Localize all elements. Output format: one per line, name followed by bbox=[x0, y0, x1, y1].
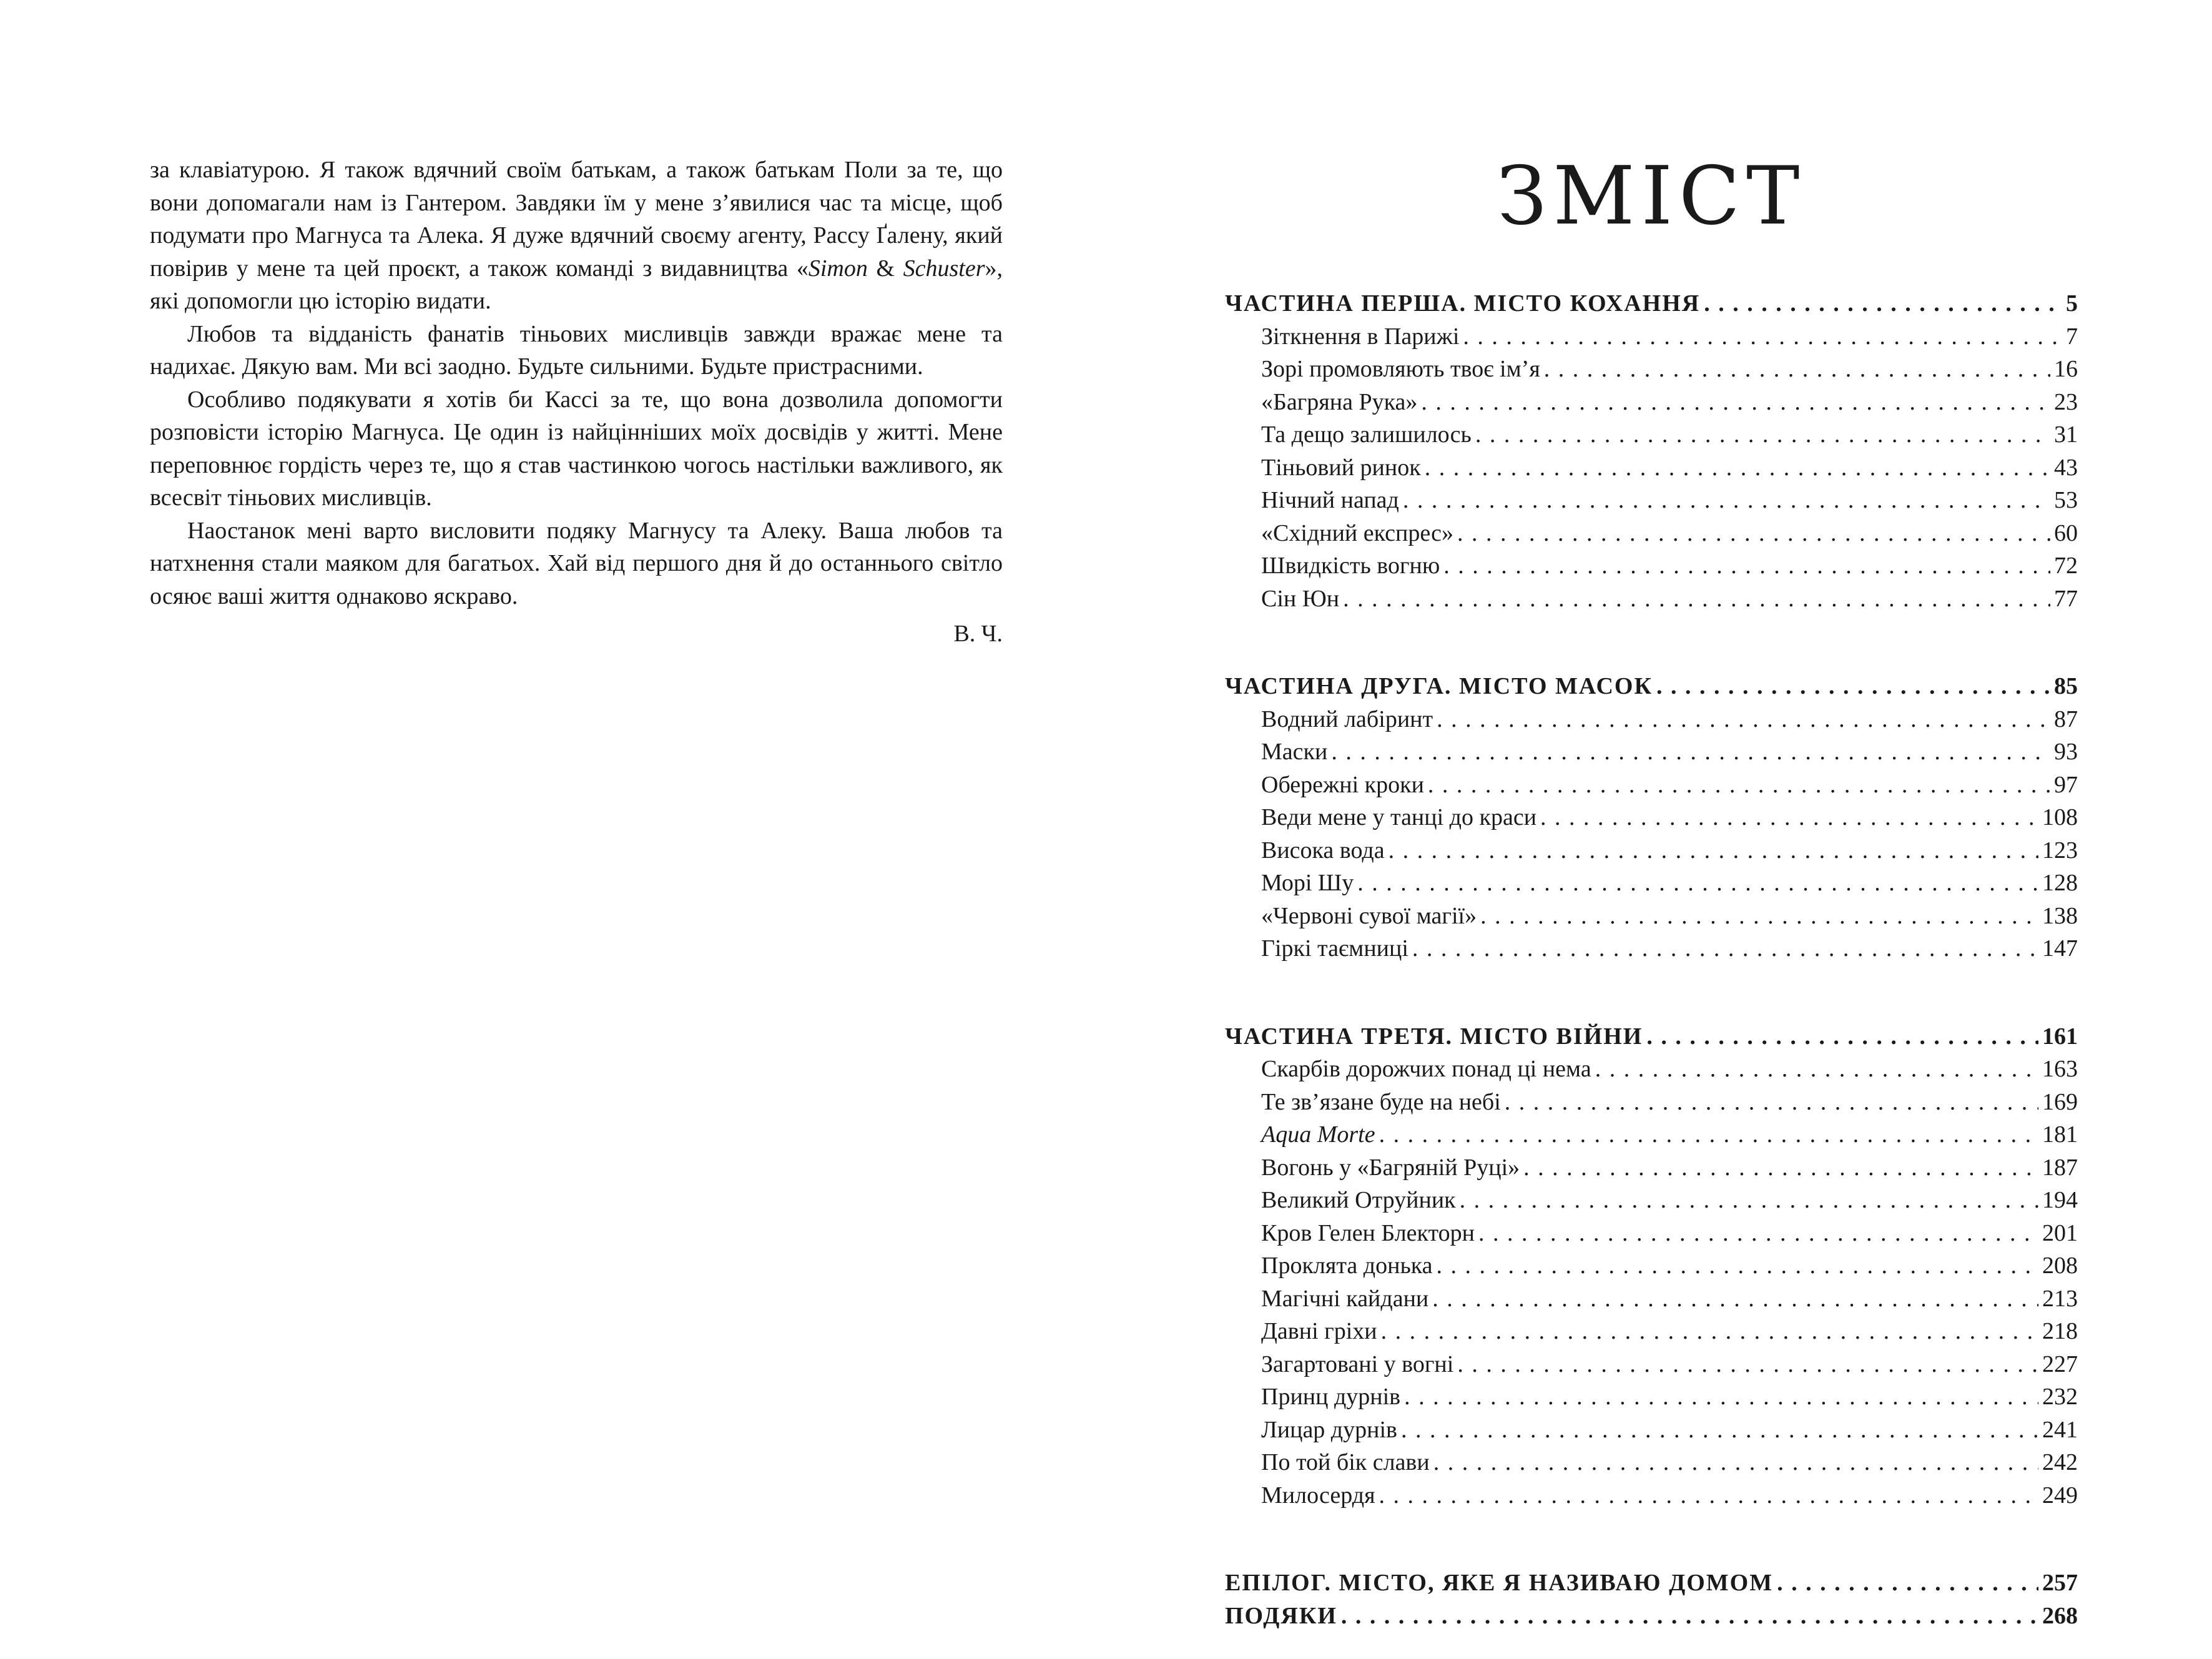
toc-page-number: 72 bbox=[2054, 553, 2078, 579]
toc-entry-label: Нічний напад bbox=[1261, 487, 1399, 513]
toc-entry-label: Кров Гелен Блекторн bbox=[1261, 1219, 1475, 1246]
toc-entry-label: Обережні кроки bbox=[1261, 771, 1424, 798]
dot-leader bbox=[1401, 1414, 2038, 1447]
toc-entry-label: Зорі промовляють твоє ім’я bbox=[1261, 356, 1540, 382]
toc-chapter-entry[interactable] bbox=[1225, 834, 2078, 867]
toc-entry-label: Водний лабіринт bbox=[1261, 706, 1433, 732]
dot-leader bbox=[1403, 484, 2050, 517]
dot-leader bbox=[1433, 1446, 2038, 1479]
dot-leader bbox=[1379, 1118, 2038, 1151]
toc-page-number: 138 bbox=[2042, 902, 2078, 929]
dot-leader bbox=[1381, 1315, 2038, 1348]
toc-page-number: 60 bbox=[2054, 519, 2078, 546]
toc-entry-label: Те зв’язане буде на небі bbox=[1261, 1088, 1501, 1115]
dot-leader bbox=[1704, 287, 2062, 320]
toc-chapter-entry[interactable] bbox=[1225, 736, 2078, 769]
toc-entry-label: «Багряна Рука» bbox=[1261, 388, 1418, 415]
toc-entry-label: ЧАСТИНА ПЕРША. МІСТО КОХАННЯ bbox=[1225, 290, 1701, 317]
dot-leader bbox=[1421, 386, 2050, 419]
dot-leader bbox=[1595, 1053, 2038, 1086]
dot-leader bbox=[1475, 418, 2050, 451]
toc-entry-label: Швидкість вогню bbox=[1261, 553, 1440, 579]
dot-leader bbox=[1331, 736, 2050, 769]
toc-entry-label: Гіркі таємниці bbox=[1261, 935, 1408, 962]
toc-entry-label: ЧАСТИНА ТРЕТЯ. МІСТО ВІЙНИ bbox=[1225, 1023, 1643, 1050]
dot-leader bbox=[1443, 549, 2050, 583]
dot-leader bbox=[1379, 1479, 2038, 1512]
toc-part bbox=[1225, 1020, 2078, 1512]
toc-chapter-entry[interactable] bbox=[1225, 769, 2078, 802]
toc-entry-label: Маски bbox=[1261, 739, 1328, 765]
toc-chapter-entry[interactable] bbox=[1225, 801, 2078, 834]
dot-leader bbox=[1457, 517, 2050, 550]
toc-entry-label: Лицар дурнів bbox=[1261, 1416, 1397, 1443]
toc-chapter-entry[interactable] bbox=[1225, 386, 2078, 419]
dot-leader bbox=[1505, 1086, 2038, 1119]
dot-leader bbox=[1646, 1020, 2038, 1053]
toc-chapter-entry[interactable] bbox=[1225, 1053, 2078, 1086]
toc-entry-label: Морі Шу bbox=[1261, 870, 1354, 896]
toc-part bbox=[1225, 670, 2078, 965]
dot-leader bbox=[1777, 1567, 2038, 1600]
toc-page-number: 163 bbox=[2042, 1056, 2078, 1082]
dot-leader bbox=[1540, 801, 2038, 834]
toc-entry-label: Великий Отруйник bbox=[1261, 1187, 1456, 1213]
toc-page-number: 181 bbox=[2042, 1121, 2078, 1148]
toc-chapter-entry[interactable] bbox=[1225, 1282, 2078, 1316]
toc-chapter-entry[interactable] bbox=[1225, 1118, 2078, 1151]
toc-page-number: 257 bbox=[2042, 1570, 2078, 1596]
dot-leader bbox=[1425, 451, 2050, 485]
text-run: & bbox=[867, 255, 903, 282]
toc-page-number: 169 bbox=[2042, 1088, 2078, 1115]
toc-page-number: 108 bbox=[2042, 804, 2078, 830]
toc-part-heading[interactable] bbox=[1225, 287, 2078, 320]
toc-page-number: 16 bbox=[2054, 356, 2078, 382]
toc-entry-label: ЕПІЛОГ. МІСТО, ЯКЕ Я НАЗИВАЮ ДОМОМ bbox=[1225, 1570, 1774, 1596]
toc-page-number: 5 bbox=[2066, 290, 2078, 317]
text-run: Наостанок мені варто висловити подяку Магнусу та Алеку. Ваша любов та натхнення стали маяком для багатьох. Хай від першого дня й до останнього світло осяює ваші життя однаково яскраво. bbox=[150, 517, 1003, 609]
toc-entry-label: Та дещо залишилось bbox=[1261, 421, 1472, 448]
dot-leader bbox=[1460, 1184, 2038, 1217]
text-run: за клавіатурою. Я також вдячний своїм батькам, а також батькам Поли за те, що вони допомагали нам із Гантером. Завдяки їм у мене з’явилися час та місце, щоб подумати про Магнуса та Алека. Я дуже вдячний своєму агенту, Рассу Ґалену, який повірив у мене та цей проєкт, а також команді з видавництва « bbox=[150, 157, 1003, 282]
toc-part-heading[interactable] bbox=[1225, 1600, 2078, 1633]
toc-title: ЗМІСТ bbox=[1497, 150, 1806, 243]
toc-chapter-entry[interactable] bbox=[1225, 703, 2078, 736]
toc-entry-label: Магічні кайдани bbox=[1261, 1285, 1429, 1312]
toc-chapter-entry[interactable] bbox=[1225, 1184, 2078, 1217]
toc-entry-label: Вогонь у «Багряній Руці» bbox=[1261, 1154, 1520, 1181]
toc-entry-label: Загартовані у вогні bbox=[1261, 1351, 1454, 1377]
dot-leader bbox=[1357, 867, 2038, 900]
toc-chapter-entry[interactable] bbox=[1225, 1315, 2078, 1348]
toc-chapter-entry[interactable] bbox=[1225, 1086, 2078, 1119]
toc-page-number: 53 bbox=[2054, 487, 2078, 513]
toc-chapter-entry[interactable] bbox=[1225, 451, 2078, 485]
toc-chapter-entry[interactable] bbox=[1225, 1414, 2078, 1447]
toc-part bbox=[1225, 1567, 2078, 1600]
dot-leader bbox=[1480, 900, 2038, 933]
toc-chapter-entry[interactable] bbox=[1225, 1249, 2078, 1282]
toc-page-number: 31 bbox=[2054, 421, 2078, 448]
toc-page-number: 7 bbox=[2066, 323, 2078, 350]
toc-chapter-entry[interactable] bbox=[1225, 1151, 2078, 1184]
toc-entry-label: Висока вода bbox=[1261, 837, 1385, 864]
text-run: Любов та відданість фанатів тіньових мисливців завжди вражає мене та надихає. Дякую вам. Ми всі заодно. Будьте сильними. Будьте пристрасними. bbox=[150, 320, 1003, 380]
dot-leader bbox=[1457, 1348, 2038, 1381]
toc-page-number: 23 bbox=[2054, 388, 2078, 415]
toc-chapter-entry[interactable] bbox=[1225, 1348, 2078, 1381]
toc-entry-label: Aqua Morte bbox=[1261, 1121, 1375, 1148]
toc-chapter-entry[interactable] bbox=[1225, 1479, 2078, 1512]
toc-part-heading[interactable] bbox=[1225, 670, 2078, 703]
dot-leader bbox=[1404, 1381, 2038, 1414]
toc-page-number: 218 bbox=[2042, 1318, 2078, 1344]
toc-chapter-entry[interactable] bbox=[1225, 418, 2078, 451]
toc-entry-label: Зіткнення в Парижі bbox=[1261, 323, 1460, 350]
toc-part-heading[interactable] bbox=[1225, 1567, 2078, 1600]
toc-entry-label: Тіньовий ринок bbox=[1261, 454, 1421, 481]
toc-chapter-entry[interactable] bbox=[1225, 549, 2078, 583]
toc-chapter-entry[interactable] bbox=[1225, 484, 2078, 517]
toc-chapter-entry[interactable] bbox=[1225, 867, 2078, 900]
toc-parts bbox=[1225, 287, 2078, 1632]
toc-chapter-entry[interactable] bbox=[1225, 1446, 2078, 1479]
dot-leader bbox=[1412, 932, 2038, 965]
dot-leader bbox=[1523, 1151, 2038, 1184]
toc-page-number: 85 bbox=[2054, 673, 2078, 699]
toc-page-number: 97 bbox=[2054, 771, 2078, 798]
toc-part bbox=[1225, 1600, 2078, 1633]
author-signature: В. Ч. bbox=[953, 621, 1003, 647]
toc-page-number: 77 bbox=[2054, 585, 2078, 612]
toc-entry-label: Скарбів дорожчих понад ці нема bbox=[1261, 1056, 1591, 1082]
toc-page-number: 232 bbox=[2042, 1384, 2078, 1410]
paragraph bbox=[150, 383, 1003, 514]
toc-chapter-entry[interactable] bbox=[1225, 1381, 2078, 1414]
toc-entry-label: ЧАСТИНА ДРУГА. МІСТО МАСОК bbox=[1225, 673, 1653, 699]
toc-page-number: 249 bbox=[2042, 1482, 2078, 1509]
toc-page-number: 161 bbox=[2042, 1023, 2078, 1050]
toc-entry-label: «Червоні сувої магії» bbox=[1261, 902, 1477, 929]
dot-leader bbox=[1463, 320, 2062, 353]
toc-page-number: 194 bbox=[2042, 1187, 2078, 1213]
toc-page-number: 147 bbox=[2042, 935, 2078, 962]
toc-page-number: 213 bbox=[2042, 1285, 2078, 1312]
toc-entry-label: Проклята донька bbox=[1261, 1253, 1433, 1279]
toc-page-number: 123 bbox=[2042, 837, 2078, 864]
toc-chapter-entry[interactable] bbox=[1225, 353, 2078, 386]
paragraph bbox=[150, 154, 1003, 318]
toc-page-number: 187 bbox=[2042, 1154, 2078, 1181]
dot-leader bbox=[1478, 1217, 2038, 1250]
dot-leader bbox=[1389, 834, 2038, 867]
toc-entry-label: По той бік слави bbox=[1261, 1449, 1430, 1475]
toc-page-number: 201 bbox=[2042, 1219, 2078, 1246]
toc-page-number: 43 bbox=[2054, 454, 2078, 481]
dot-leader bbox=[1437, 1249, 2038, 1282]
toc-entry-label: Сін Юн bbox=[1261, 585, 1340, 612]
toc-chapter-entry[interactable] bbox=[1225, 900, 2078, 933]
toc-entry-label: Принц дурнів bbox=[1261, 1384, 1401, 1410]
dot-leader bbox=[1656, 670, 2050, 703]
toc-page-number: 93 bbox=[2054, 739, 2078, 765]
toc-page-number: 241 bbox=[2042, 1416, 2078, 1443]
toc-page-number: 87 bbox=[2054, 706, 2078, 732]
dot-leader bbox=[1432, 1282, 2038, 1316]
text-run: Simon bbox=[808, 255, 868, 282]
toc-page-number: 242 bbox=[2042, 1449, 2078, 1475]
text-run: Schuster bbox=[903, 255, 985, 282]
dot-leader bbox=[1343, 583, 2050, 616]
toc-chapter-entry[interactable] bbox=[1225, 583, 2078, 616]
dot-leader bbox=[1437, 703, 2050, 736]
toc-page-number: 268 bbox=[2042, 1602, 2078, 1629]
text-run: », які допомогли цю історію видати. bbox=[150, 255, 1003, 314]
toc-chapter-entry[interactable] bbox=[1225, 320, 2078, 353]
toc-entry-label: «Східний експрес» bbox=[1261, 519, 1454, 546]
text-run: Особливо подякувати я хотів би Кассі за те, що вона дозволила допомогти розповісти історію Магнуса. Це один із найцінніших моїх досвідів у житті. Мене переповнює гордість через те, що я став частинкою чогось настільки важливого, як всесвіт тіньових мисливців. bbox=[150, 386, 1003, 511]
toc-entry-label: Милосердя bbox=[1261, 1482, 1375, 1509]
dot-leader bbox=[1341, 1600, 2038, 1633]
paragraph bbox=[150, 514, 1003, 613]
toc-part bbox=[1225, 287, 2078, 615]
toc-chapter-entry[interactable] bbox=[1225, 932, 2078, 965]
toc-entry-label: Веди мене у танці до краси bbox=[1261, 804, 1537, 830]
toc-entry-label: Давні гріхи bbox=[1261, 1318, 1377, 1344]
table-of-contents bbox=[1225, 150, 2078, 1632]
paragraph bbox=[150, 318, 1003, 383]
dot-leader bbox=[1428, 769, 2050, 802]
toc-chapter-entry[interactable] bbox=[1225, 1217, 2078, 1250]
acknowledgements-text bbox=[150, 154, 1003, 613]
toc-chapter-entry[interactable] bbox=[1225, 517, 2078, 550]
toc-part-heading[interactable] bbox=[1225, 1020, 2078, 1053]
toc-entry-label: ПОДЯКИ bbox=[1225, 1602, 1337, 1629]
toc-page-number: 227 bbox=[2042, 1351, 2078, 1377]
left-page bbox=[150, 154, 1003, 651]
dot-leader bbox=[1544, 353, 2050, 386]
toc-page-number: 128 bbox=[2042, 870, 2078, 896]
toc-page-number: 208 bbox=[2042, 1253, 2078, 1279]
